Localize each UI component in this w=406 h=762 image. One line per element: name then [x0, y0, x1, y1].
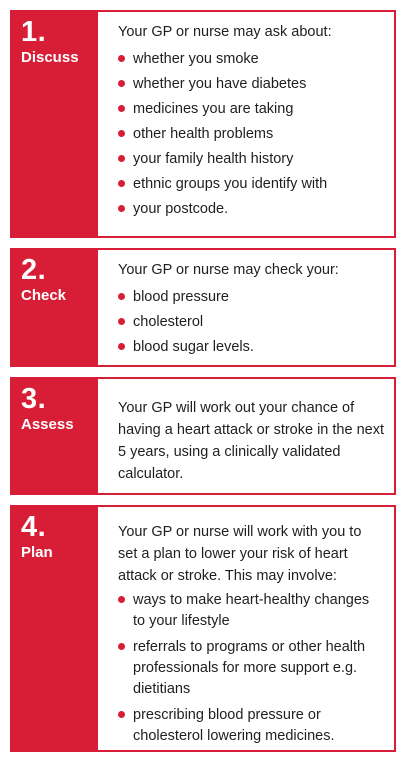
list-item [118, 287, 384, 307]
list-item [118, 590, 384, 632]
list-item-text: referrals to programs or other health professionals for more support e.g. dietitians [133, 639, 366, 697]
list-item [118, 149, 384, 169]
step-sidebar [12, 12, 98, 236]
list-item [118, 99, 384, 119]
list-item-text: blood pressure [133, 289, 229, 305]
list-item-text: your postcode. [133, 201, 229, 217]
step-intro: Your GP or nurse will work with you to set a plan to lower your risk of heart attack or stroke. This may involve: [118, 524, 362, 584]
step-number: 1. [21, 16, 47, 48]
list-item [118, 199, 384, 219]
step-card-plan [10, 505, 396, 752]
step-label: Assess [21, 416, 74, 433]
step-intro: Your GP will work out your chance of having a heart attack or stroke in the next 5 years, using a clinically validated calculator. [118, 400, 384, 482]
list-item [118, 705, 384, 747]
list-item-text: ways to make heart-healthy changes to your lifestyle [133, 592, 370, 629]
list-item-text: whether you smoke [133, 51, 259, 67]
list-item [118, 124, 384, 144]
step-number: 4. [21, 511, 47, 543]
step-sidebar [12, 507, 98, 750]
step-content [98, 379, 394, 493]
step-content [98, 12, 394, 236]
list-item-text: medicines you are taking [133, 101, 294, 117]
step-intro: Your GP or nurse may ask about: [118, 24, 332, 40]
step-intro: Your GP or nurse may check your: [118, 262, 339, 278]
list-item-text: other health problems [133, 126, 274, 142]
bullet-icon [118, 596, 125, 603]
list-item [118, 174, 384, 194]
bullet-icon [118, 105, 125, 112]
bullet-icon [118, 711, 125, 718]
bullet-list [118, 590, 384, 747]
bullet-icon [118, 55, 125, 62]
list-item [118, 49, 384, 69]
bullet-icon [118, 130, 125, 137]
bullet-icon [118, 80, 125, 87]
step-content [98, 250, 394, 365]
list-item-text: whether you have diabetes [133, 76, 307, 92]
bullet-icon [118, 643, 125, 650]
bullet-list [118, 287, 384, 357]
step-card-check [10, 248, 396, 367]
bullet-icon [118, 205, 125, 212]
list-item-text: ethnic groups you identify with [133, 176, 328, 192]
list-item [118, 637, 384, 700]
step-number: 2. [21, 254, 47, 286]
bullet-icon [118, 343, 125, 350]
step-label: Check [21, 287, 67, 304]
step-number: 3. [21, 383, 47, 415]
step-content [98, 507, 394, 750]
list-item-text: your family health history [133, 151, 294, 167]
bullet-icon [118, 318, 125, 325]
list-item [118, 312, 384, 332]
bullet-list [118, 49, 384, 219]
bullet-icon [118, 180, 125, 187]
step-label: Plan [21, 544, 53, 561]
step-card-discuss [10, 10, 396, 238]
bullet-icon [118, 293, 125, 300]
list-item-text: cholesterol [133, 314, 204, 330]
step-label: Discuss [21, 49, 79, 66]
list-item-text: blood sugar levels. [133, 339, 254, 355]
list-item [118, 74, 384, 94]
list-item-text: prescribing blood pressure or cholesterol lowering medicines. [133, 707, 335, 744]
list-item [118, 337, 384, 357]
step-sidebar [12, 379, 98, 493]
bullet-icon [118, 155, 125, 162]
step-card-assess [10, 377, 396, 495]
step-sidebar [12, 250, 98, 365]
